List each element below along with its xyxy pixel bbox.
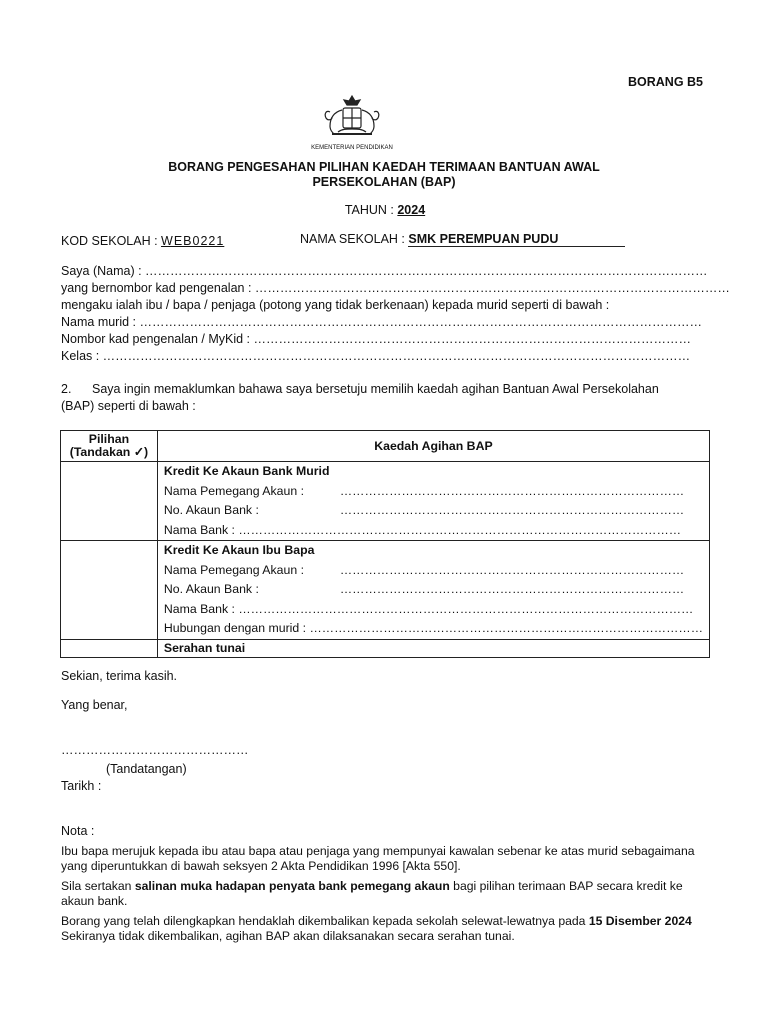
nota-label: Nota : — [61, 824, 95, 838]
checkbox-cash[interactable] — [61, 639, 158, 657]
class-field: Kelas : …………………………………………………………………………………………………………………………… — [61, 349, 691, 363]
signature-line: ……………………………………… — [61, 743, 249, 757]
cash-option: Serahan tunai — [157, 639, 709, 657]
nota1-line1: Ibu bapa merujuk kepada ibu atau bapa atau penjaga yang mempunyai kawalan sebenar ke atas murid sebagaimana — [61, 844, 695, 858]
student-account-dots: ………………………………………………………………………… — [339, 503, 685, 517]
bap-method-table — [60, 430, 710, 658]
student-bank-cell — [157, 462, 709, 541]
col-choice-header — [61, 431, 158, 462]
para2-number: 2. — [61, 382, 72, 396]
parent-relation-field: Hubungan dengan murid : …………………………………………………………………………………… — [163, 621, 703, 635]
nota2-line2: akaun bank. — [61, 894, 128, 908]
school-name-line — [300, 232, 625, 247]
student-holder-label: Nama Pemegang Akaun : — [163, 483, 305, 498]
form-title-line2: PERSEKOLAHAN (BAP) — [312, 175, 456, 189]
student-holder-field — [164, 482, 703, 502]
nota2-pre: Sila sertakan — [61, 879, 135, 893]
signature-label: (Tandatangan) — [106, 762, 187, 776]
school-name-label: NAMA SEKOLAH : — [300, 232, 409, 246]
col-choice-header-line1: Pilihan — [88, 432, 130, 446]
parent-holder-label: Nama Pemegang Akaun : — [163, 562, 305, 577]
nota2-line1 — [61, 879, 721, 894]
school-name-value: SMK PEREMPUAN PUDU — [408, 232, 625, 247]
year-label: TAHUN : — [344, 203, 398, 217]
form-title — [100, 160, 668, 190]
nota2-post: bagi pilihan terimaan BAP secara kredit ke — [449, 879, 683, 893]
year-line — [240, 203, 530, 217]
school-code-label: KOD SEKOLAH : — [61, 234, 162, 248]
table-row-parent-bank — [61, 541, 710, 640]
year-value: 2024 — [397, 203, 426, 217]
parent-account-field — [164, 580, 703, 600]
nota1-line2: yang diperuntukkan di bawah seksyen 2 Akta Pendidikan 1996 [Akta 550]. — [61, 859, 461, 873]
date-label: Tarikh : — [61, 779, 102, 793]
ministry-label: KEMENTERIAN PENDIDIKAN — [311, 145, 393, 151]
student-ic-field: Nombor kad pengenalan / MyKid : …………………………………………………………………………………………… — [61, 332, 691, 346]
col-choice-header-line2: (Tandakan ✓) — [69, 445, 149, 459]
student-account-label: No. Akaun Bank : — [163, 503, 259, 517]
school-code-value: WEB0221 — [161, 234, 225, 248]
form-code: BORANG B5 — [628, 75, 704, 89]
yours-text: Yang benar, — [61, 698, 128, 712]
student-bank-heading: Kredit Ke Akaun Bank Murid — [163, 464, 330, 478]
parent-holder-field — [164, 561, 703, 581]
nota3-pre: Borang yang telah dilengkapkan hendaklah dikembalikan kepada sekolah selewat-lewatnya pada — [61, 914, 589, 928]
declaration-text: mengaku ialah ibu / bapa / penjaga (potong yang tidak berkenaan) kepada murid seperti di bawah : — [61, 298, 610, 312]
nota3-line2: Sekiranya tidak dikembalikan, agihan BAP akan dilaksanakan secara serahan tunai. — [61, 929, 515, 943]
student-name-field: Nama murid : ……………………………………………………………………………………………………………………… — [61, 315, 702, 329]
parent-ic-field: yang bernombor kad pengenalan : …………………………………………………………………………………………………… — [61, 281, 730, 295]
form-title-line1: BORANG PENGESAHAN PILIHAN KAEDAH TERIMAAN BANTUAN AWAL — [168, 160, 600, 174]
closing-text: Sekian, terima kasih. — [61, 669, 178, 683]
checkbox-student-bank[interactable] — [61, 462, 158, 541]
nota-section — [61, 844, 721, 944]
school-code-line — [61, 234, 224, 248]
coat-of-arms-emblem — [318, 92, 386, 142]
parent-account-label: No. Akaun Bank : — [163, 582, 259, 596]
para2-line2: (BAP) seperti di bawah : — [61, 399, 196, 413]
parent-bank-cell — [157, 541, 709, 640]
nota3-line1 — [61, 914, 721, 929]
parent-bankname-field: Nama Bank : ………………………………………………………………………………………………… — [163, 601, 694, 616]
table-header-row — [61, 431, 710, 462]
nota2-bold: salinan muka hadapan penyata bank pemegang akaun — [134, 879, 450, 893]
student-holder-dots: ………………………………………………………………………… — [339, 483, 685, 498]
table-row-cash — [61, 639, 710, 657]
student-account-field — [164, 501, 703, 521]
parent-account-dots: ………………………………………………………………………… — [339, 582, 685, 596]
para2-line1: Saya ingin memaklumkan bahawa saya bersetuju memilih kaedah agihan Bantuan Awal Persekolahan — [92, 382, 659, 396]
student-bankname-field: Nama Bank : ……………………………………………………………………………………………… — [163, 522, 682, 537]
parent-holder-dots: ………………………………………………………………………… — [339, 562, 685, 577]
col-method-header: Kaedah Agihan BAP — [157, 431, 709, 462]
nota3-bold: 15 Disember 2024 — [588, 914, 692, 928]
parent-bank-heading: Kredit Ke Akaun Ibu Bapa — [163, 543, 315, 557]
parent-name-field: Saya (Nama) : ……………………………………………………………………………………………………………………… — [61, 264, 708, 278]
table-row-student-bank — [61, 462, 710, 541]
checkbox-parent-bank[interactable] — [61, 541, 158, 640]
